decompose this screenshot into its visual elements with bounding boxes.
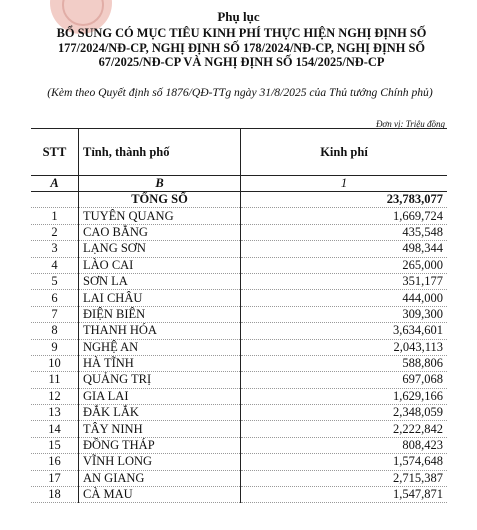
header-stt: STT: [31, 129, 79, 176]
row-funding: 498,344: [241, 241, 448, 257]
table-row: [31, 437, 447, 453]
row-stt: 12: [31, 388, 79, 404]
row-province: LÀO CAI: [79, 257, 241, 273]
total-row: [31, 192, 447, 208]
table-row: [31, 257, 447, 273]
row-stt: 3: [31, 241, 79, 257]
appendix-label: Phụ lục: [217, 9, 260, 24]
row-province: TÂY NINH: [79, 421, 241, 437]
table-row: [31, 273, 447, 289]
column-index: 1: [241, 176, 448, 192]
row-province: CAO BẰNG: [79, 224, 241, 240]
table-row: [31, 241, 447, 257]
row-province: CÀ MAU: [79, 487, 241, 503]
row-province: VĨNH LONG: [79, 454, 241, 470]
table-row: [31, 388, 447, 404]
row-stt: 10: [31, 355, 79, 371]
row-stt: 9: [31, 339, 79, 355]
row-stt: 16: [31, 454, 79, 470]
row-province: TUYÊN QUANG: [79, 208, 241, 224]
row-province: HÀ TĨNH: [79, 355, 241, 371]
funding-table: [31, 128, 447, 503]
column-index: A: [31, 176, 79, 192]
table-row: [31, 454, 447, 470]
title-line: 177/2024/NĐ-CP, NGHỊ ĐỊNH SỐ 178/2024/NĐ-CP, NGHỊ ĐỊNH SỐ: [57, 40, 426, 55]
row-funding: 265,000: [241, 257, 448, 273]
unit-note: Đơn vị: Triệu đồng: [375, 119, 445, 129]
row-province: QUẢNG TRỊ: [79, 372, 241, 388]
row-stt: 11: [31, 372, 79, 388]
table-row: [31, 323, 447, 339]
row-stt: 7: [31, 306, 79, 322]
row-stt: 18: [31, 487, 79, 503]
row-stt: 17: [31, 470, 79, 486]
table-row: [31, 290, 447, 306]
row-funding: 2,348,059: [241, 405, 448, 421]
row-funding: 1,574,648: [241, 454, 448, 470]
row-funding: 2,043,113: [241, 339, 448, 355]
total-stt: [31, 192, 79, 208]
row-province: SƠN LA: [79, 273, 241, 289]
row-stt: 5: [31, 273, 79, 289]
row-province: NGHỆ AN: [79, 339, 241, 355]
table-row: [31, 224, 447, 240]
row-funding: 697,068: [241, 372, 448, 388]
row-stt: 15: [31, 437, 79, 453]
row-province: ĐIỆN BIÊN: [79, 306, 241, 322]
row-province: LẠNG SƠN: [79, 241, 241, 257]
row-stt: 6: [31, 290, 79, 306]
total-label: TỔNG SỐ: [79, 192, 241, 208]
row-stt: 2: [31, 224, 79, 240]
row-province: ĐỒNG THÁP: [79, 437, 241, 453]
document-title: [34, 26, 449, 70]
total-value: 23,783,077: [241, 192, 448, 208]
row-funding: 2,222,842: [241, 421, 448, 437]
row-stt: 4: [31, 257, 79, 273]
column-index-row: [31, 176, 447, 192]
header-province: Tỉnh, thành phố: [79, 129, 241, 176]
header-funding: Kinh phí: [241, 129, 448, 176]
table-row: [31, 487, 447, 503]
table-header-row: [31, 129, 447, 176]
row-funding: 309,300: [241, 306, 448, 322]
table-row: [31, 339, 447, 355]
row-funding: 1,669,724: [241, 208, 448, 224]
table-row: [31, 306, 447, 322]
table-row: [31, 421, 447, 437]
row-funding: 588,806: [241, 355, 448, 371]
row-stt: 13: [31, 405, 79, 421]
row-stt: 14: [31, 421, 79, 437]
table-row: [31, 355, 447, 371]
row-funding: 1,629,166: [241, 388, 448, 404]
title-line: 67/2025/NĐ-CP VÀ NGHỊ ĐỊNH SỐ 154/2025/NĐ-CP: [98, 55, 385, 70]
row-province: AN GIANG: [79, 470, 241, 486]
row-funding: 808,423: [241, 437, 448, 453]
row-stt: 1: [31, 208, 79, 224]
row-funding: 444,000: [241, 290, 448, 306]
row-funding: 2,715,387: [241, 470, 448, 486]
table-row: [31, 405, 447, 421]
title-line: BỔ SUNG CÓ MỤC TIÊU KINH PHÍ THỰC HIỆN NGHỊ ĐỊNH SỐ: [56, 26, 427, 40]
row-funding: 3,634,601: [241, 323, 448, 339]
row-province: GIA LAI: [79, 388, 241, 404]
row-funding: 351,177: [241, 273, 448, 289]
table-row: [31, 372, 447, 388]
row-stt: 8: [31, 323, 79, 339]
column-index: B: [79, 176, 241, 192]
row-province: THANH HÓA: [79, 323, 241, 339]
table-row: [31, 208, 447, 224]
document-subtitle: (Kèm theo Quyết định số 1876/QĐ-TTg ngày 31/8/2025 của Thủ tướng Chính phủ): [47, 86, 433, 99]
row-funding: 435,548: [241, 224, 448, 240]
row-funding: 1,547,871: [241, 487, 448, 503]
table-row: [31, 470, 447, 486]
row-province: ĐẮK LẮK: [79, 405, 241, 421]
row-province: LAI CHÂU: [79, 290, 241, 306]
